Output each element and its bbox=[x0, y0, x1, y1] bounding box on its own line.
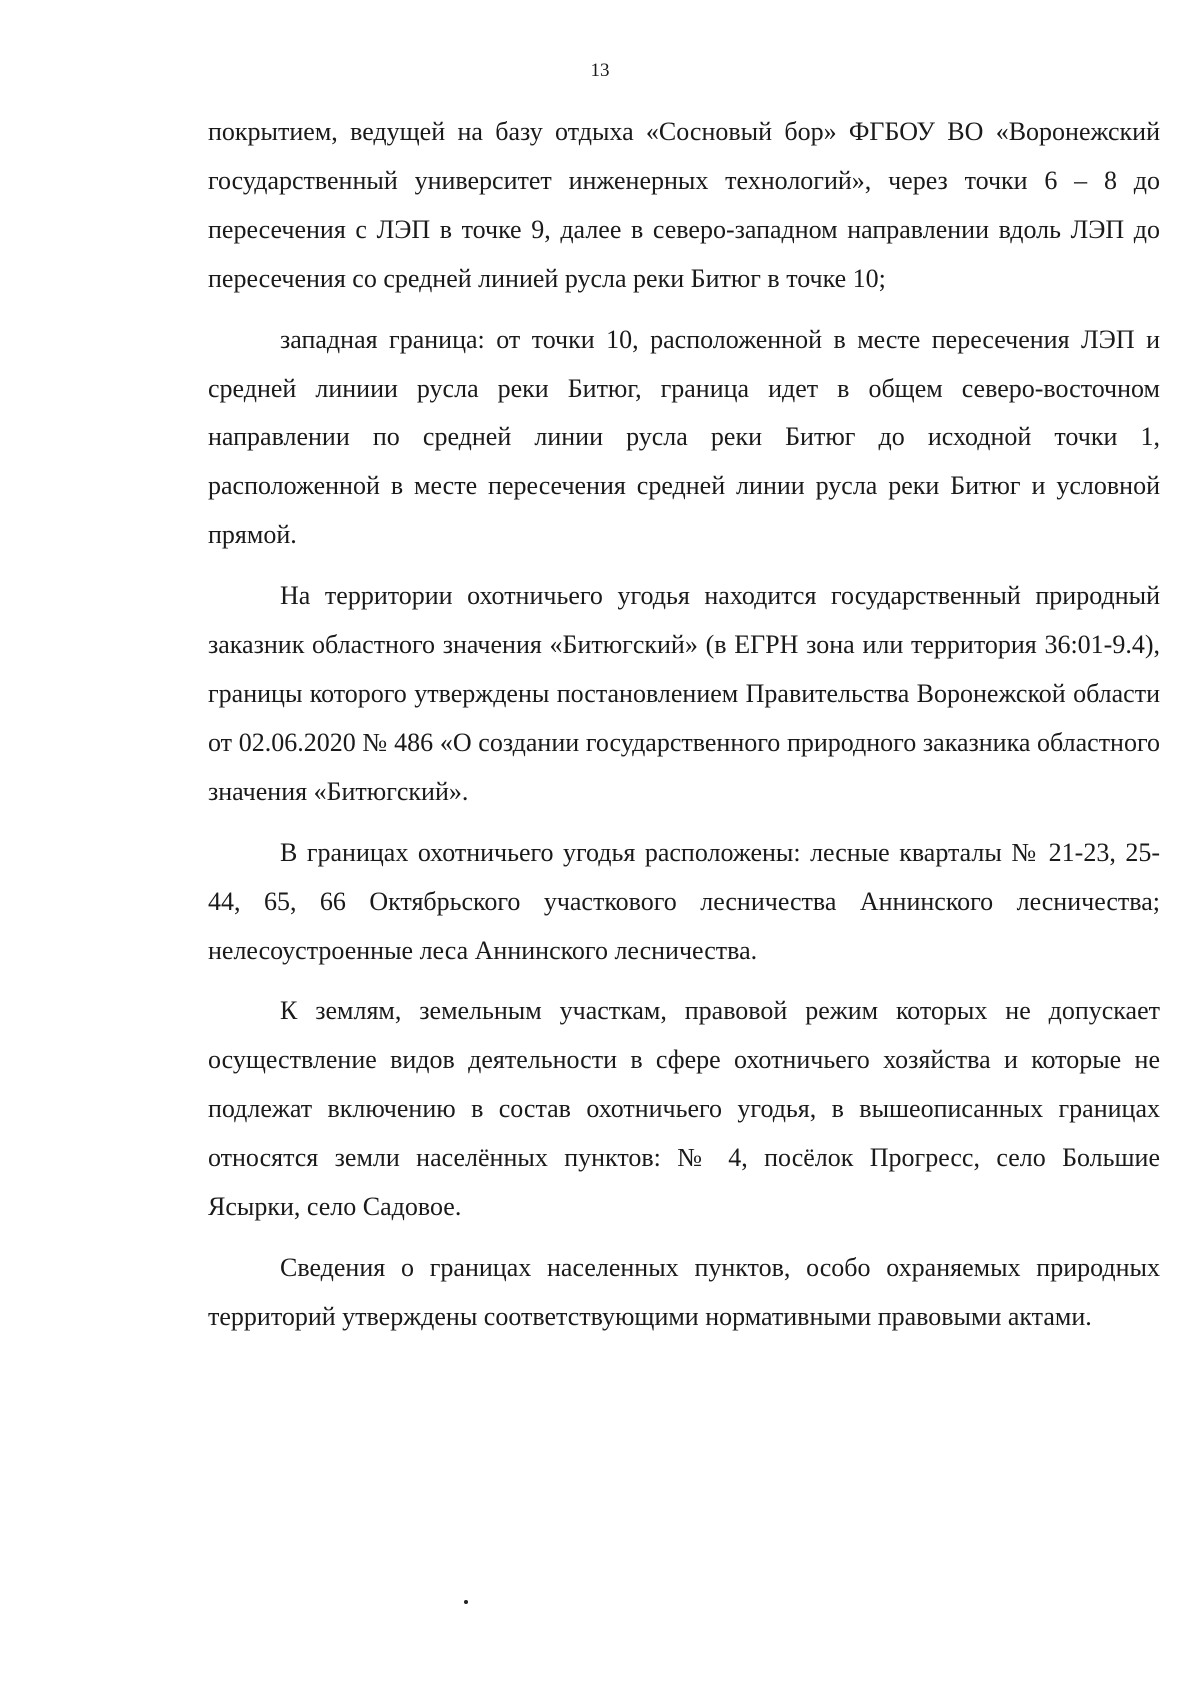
paragraph-boundary-information: Сведения о границах населенных пунктов, особо охраняемых природных территорий утверждены соответствующими нормативными правовыми актами. bbox=[208, 1252, 1160, 1331]
paragraph-excluded-lands: К землям, земельным участкам, правовой режим которых не допускает осуществление видов деятельности в сфере охотничьего хозяйства и которые не подлежат включению в состав охотничьего угодья, в вышеописанных границах относятся земли населённых пунктов: № 4, посёлок Прогресс, село Большие Ясырки, село Садовое. bbox=[208, 996, 1160, 1222]
paragraph-forest-quarters: В границах охотничьего угодья расположены: лесные кварталы № 21-23, 25-44, 65, 66 Октябрьского участкового лесничества Аннинского лесничества; нелесоустроенные леса Аннинского лесничества. bbox=[208, 837, 1160, 965]
paragraph-nature-reserve: На территории охотничьего угодья находится государственный природный заказник областного значения «Битюгский» (в ЕГРН зона или территория 36:01-9.4), границы которого утверждены постановлением Правительства Воронежской области от 02.06.2020 № 486 «О создании государственного природного заказника областного значения «Битюгский». bbox=[208, 581, 1160, 806]
scan-artifact-dot bbox=[464, 1600, 468, 1604]
document-body bbox=[208, 108, 1160, 1354]
page-number: 13 bbox=[590, 60, 610, 81]
paragraph-western-boundary: западная граница: от точки 10, расположенной в месте пересечения ЛЭП и средней линиии русла реки Битюг, граница идет в общем северо-восточном направлении по средней линии русла реки Битюг до исходной точки 1, расположенной в месте пересечения средней линии русла реки Битюг и условной прямой. bbox=[208, 324, 1160, 550]
paragraph-boundary-continuation: покрытием, ведущей на базу отдыха «Сосновый бор» ФГБОУ ВО «Воронежский государственный университет инженерных технологий», через точки 6 – 8 до пересечения с ЛЭП в точке 9, далее в северо-западном направлении вдоль ЛЭП до пересечения со средней линией русла реки Битюг в точке 10; bbox=[208, 117, 1160, 293]
